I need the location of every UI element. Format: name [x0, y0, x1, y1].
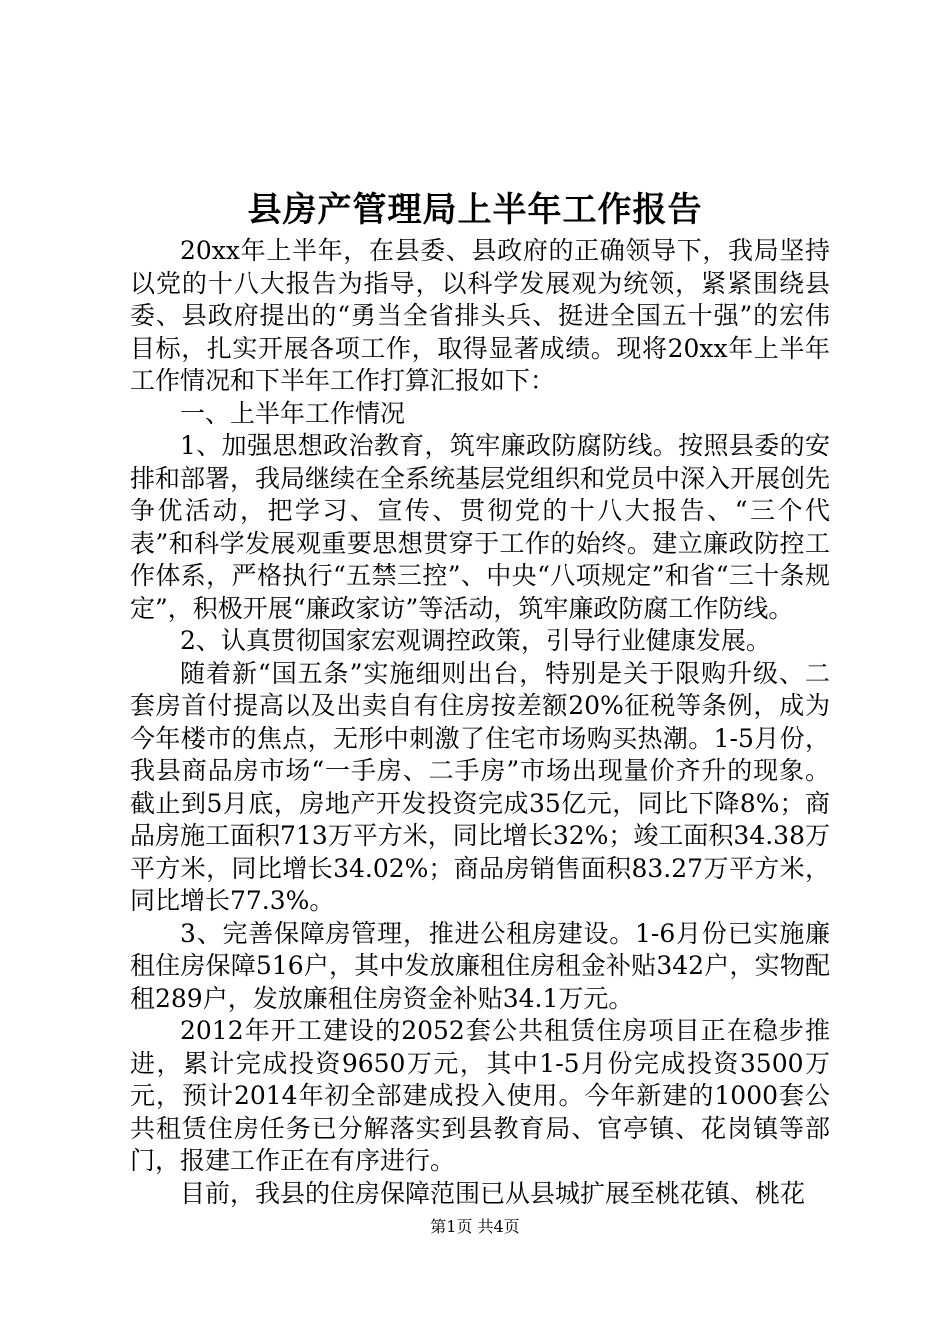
- page-footer: 第1页 共4页: [430, 1217, 520, 1236]
- body-paragraph: 目前，我县的住房保障范围已从县城扩展至桃花镇、桃花: [180, 1178, 806, 1208]
- body-paragraph: 2、认真贯彻国家宏观调控政策，引导行业健康发展。: [180, 626, 771, 655]
- intro-paragraph: 20xx年上半年，在县委、县政府的正确领导下，我局坚持以党的十八大报告为指导，以科学发展观为统领，紧紧围绕县委、县政府提出的“勇当全省排头兵、挺进全国五十强”的宏伟目标，扎实开展各项工作，取得显著成绩。现将20xx年上半年工作情况和下半年工作打算汇报如下：: [130, 236, 830, 395]
- document-body: [130, 235, 830, 1210]
- section-heading: 一、上半年工作情况: [180, 398, 406, 428]
- body-paragraph: 随着新“国五条”实施细则出台，特别是关于限购升级、二套房首付提高以及出卖自有住房按差额20%征税等条例，成为今年楼市的焦点，无形中刺激了住宅市场购买热潮。1-5月份，我县商品房市场“一手房、二手房”市场出现量价齐升的现象。截止到5月底，房地产开发投资完成35亿元，同比下降8%；商品房施工面积713万平方米，同比增长32%；竣工面积34.38万平方米，同比增长34.02%；商品房销售面积83.27万平方米，同比增长77.3%。: [130, 658, 830, 915]
- body-paragraph: 1、加强思想政治教育，筑牢廉政防腐防线。按照县委的安排和部署，我局继续在全系统基层党组织和党员中深入开展创先争优活动，把学习、宣传、贯彻党的十八大报告、“三个代表”和科学发展观重要思想贯穿于工作的始终。建立廉政防控工作体系，严格执行“五禁三控”、中央“八项规定”和省“三十条规定”，积极开展“廉政家访”等活动，筑牢廉政防腐工作防线。: [130, 431, 831, 623]
- document-title: 县房产管理局上半年工作报告: [247, 190, 703, 230]
- body-paragraph: 2012年开工建设的2052套公共租赁住房项目正在稳步推进，累计完成投资9650万元，其中1-5月份完成投资3500万元，预计2014年初全部建成投入使用。今年新建的1000套公共租赁住房任务已分解落实到县教育局、官亭镇、花岗镇等部门，报建工作正在有序进行。: [130, 1016, 830, 1175]
- body-paragraph: 3、完善保障房管理，推进公租房建设。1-6月份已实施廉租住房保障516户，其中发放廉租住房租金补贴342户，实物配租289户，发放廉租住房资金补贴34.1万元。: [130, 918, 830, 1013]
